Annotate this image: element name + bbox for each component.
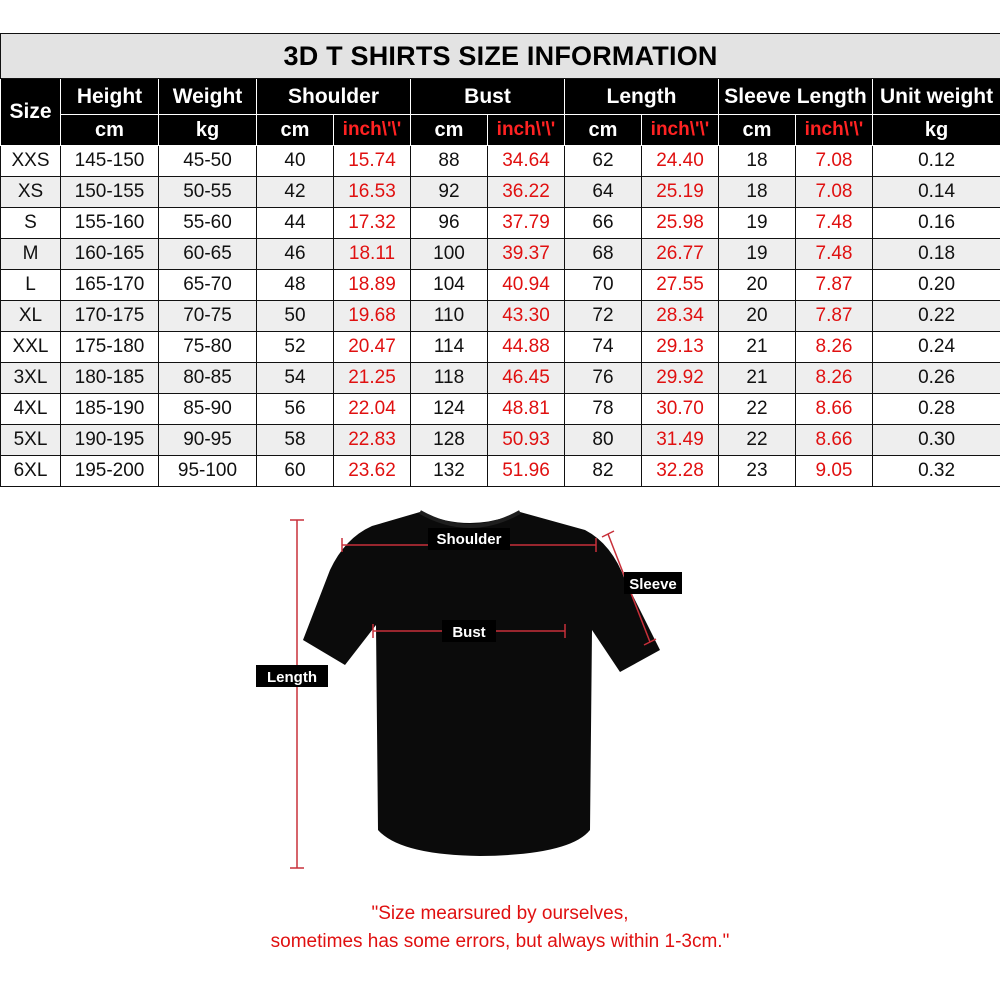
tshirt-measurement-diagram <box>0 500 1000 880</box>
cell-sleeve-inch: 7.87 <box>796 301 873 332</box>
table-row <box>1 239 1000 270</box>
cell-length-inch: 30.70 <box>642 394 719 425</box>
cell-weight: 55-60 <box>159 208 257 239</box>
cell-bust-cm: 118 <box>411 363 488 394</box>
cell-height: 145-150 <box>61 146 159 177</box>
cell-sleeve-cm: 20 <box>719 270 796 301</box>
cell-bust-inch: 34.64 <box>488 146 565 177</box>
cell-height: 160-165 <box>61 239 159 270</box>
size-chart-table <box>0 33 1000 487</box>
table-row <box>1 332 1000 363</box>
cell-unit-weight: 0.18 <box>873 239 1000 270</box>
label-length: Length <box>267 669 317 686</box>
cell-length-inch: 31.49 <box>642 425 719 456</box>
cell-size: 3XL <box>1 363 61 394</box>
unit-bust-cm: cm <box>411 115 488 146</box>
cell-weight: 65-70 <box>159 270 257 301</box>
table-row <box>1 270 1000 301</box>
cell-bust-cm: 128 <box>411 425 488 456</box>
cell-size: M <box>1 239 61 270</box>
chart-title: 3D T SHIRTS SIZE INFORMATION <box>1 34 1000 79</box>
cell-bust-cm: 104 <box>411 270 488 301</box>
cell-length-cm: 62 <box>565 146 642 177</box>
cell-shoulder-cm: 60 <box>257 456 334 487</box>
unit-sleeve-cm: cm <box>719 115 796 146</box>
cell-shoulder-inch: 16.53 <box>334 177 411 208</box>
cell-unit-weight: 0.28 <box>873 394 1000 425</box>
cell-bust-cm: 114 <box>411 332 488 363</box>
cell-length-inch: 28.34 <box>642 301 719 332</box>
cell-shoulder-inch: 22.83 <box>334 425 411 456</box>
cell-shoulder-cm: 56 <box>257 394 334 425</box>
cell-sleeve-inch: 7.87 <box>796 270 873 301</box>
header-sleeve-length: Sleeve Length <box>719 79 873 115</box>
label-shoulder: Shoulder <box>436 531 502 548</box>
cell-shoulder-inch: 18.89 <box>334 270 411 301</box>
cell-shoulder-inch: 17.32 <box>334 208 411 239</box>
cell-height: 175-180 <box>61 332 159 363</box>
cell-sleeve-inch: 7.08 <box>796 146 873 177</box>
unit-length-cm: cm <box>565 115 642 146</box>
table-row <box>1 146 1000 177</box>
cell-weight: 90-95 <box>159 425 257 456</box>
cell-shoulder-inch: 18.11 <box>334 239 411 270</box>
cell-height: 170-175 <box>61 301 159 332</box>
header-unit-weight: Unit weight <box>873 79 1000 115</box>
cell-weight: 70-75 <box>159 301 257 332</box>
header-weight: Weight <box>159 79 257 115</box>
cell-size: S <box>1 208 61 239</box>
cell-unit-weight: 0.12 <box>873 146 1000 177</box>
cell-sleeve-inch: 7.48 <box>796 239 873 270</box>
cell-weight: 80-85 <box>159 363 257 394</box>
table-row <box>1 208 1000 239</box>
cell-bust-inch: 50.93 <box>488 425 565 456</box>
cell-unit-weight: 0.32 <box>873 456 1000 487</box>
cell-sleeve-inch: 7.08 <box>796 177 873 208</box>
cell-bust-inch: 51.96 <box>488 456 565 487</box>
cell-size: 6XL <box>1 456 61 487</box>
cell-sleeve-inch: 7.48 <box>796 208 873 239</box>
table-row <box>1 301 1000 332</box>
unit-sleeve-inch: inch\'\' <box>796 115 873 146</box>
cell-bust-cm: 132 <box>411 456 488 487</box>
cell-shoulder-cm: 40 <box>257 146 334 177</box>
cell-bust-inch: 36.22 <box>488 177 565 208</box>
cell-length-cm: 78 <box>565 394 642 425</box>
cell-bust-inch: 37.79 <box>488 208 565 239</box>
cell-size: 5XL <box>1 425 61 456</box>
table-row <box>1 177 1000 208</box>
table-row <box>1 456 1000 487</box>
cell-length-inch: 24.40 <box>642 146 719 177</box>
cell-sleeve-cm: 20 <box>719 301 796 332</box>
cell-length-cm: 80 <box>565 425 642 456</box>
unit-height: cm <box>61 115 159 146</box>
cell-size: XXS <box>1 146 61 177</box>
cell-length-inch: 25.98 <box>642 208 719 239</box>
cell-unit-weight: 0.26 <box>873 363 1000 394</box>
cell-length-cm: 74 <box>565 332 642 363</box>
cell-bust-cm: 92 <box>411 177 488 208</box>
cell-bust-inch: 39.37 <box>488 239 565 270</box>
length-measure <box>256 520 328 868</box>
cell-weight: 75-80 <box>159 332 257 363</box>
cell-shoulder-inch: 19.68 <box>334 301 411 332</box>
header-size: Size <box>1 79 61 146</box>
table-row <box>1 363 1000 394</box>
cell-unit-weight: 0.30 <box>873 425 1000 456</box>
cell-bust-cm: 100 <box>411 239 488 270</box>
cell-length-cm: 76 <box>565 363 642 394</box>
cell-sleeve-inch: 8.66 <box>796 425 873 456</box>
cell-length-inch: 26.77 <box>642 239 719 270</box>
cell-size: 4XL <box>1 394 61 425</box>
cell-sleeve-cm: 18 <box>719 146 796 177</box>
cell-weight: 50-55 <box>159 177 257 208</box>
label-sleeve: Sleeve <box>629 576 677 593</box>
unit-shoulder-cm: cm <box>257 115 334 146</box>
cell-sleeve-cm: 22 <box>719 425 796 456</box>
header-length: Length <box>565 79 719 115</box>
cell-shoulder-cm: 46 <box>257 239 334 270</box>
cell-shoulder-inch: 23.62 <box>334 456 411 487</box>
note-line-1: "Size mearsured by ourselves, <box>371 903 629 924</box>
cell-length-cm: 64 <box>565 177 642 208</box>
cell-sleeve-cm: 21 <box>719 332 796 363</box>
cell-height: 155-160 <box>61 208 159 239</box>
cell-shoulder-inch: 15.74 <box>334 146 411 177</box>
unit-bust-inch: inch\'\' <box>488 115 565 146</box>
cell-sleeve-cm: 18 <box>719 177 796 208</box>
cell-height: 165-170 <box>61 270 159 301</box>
cell-shoulder-cm: 58 <box>257 425 334 456</box>
cell-size: L <box>1 270 61 301</box>
cell-length-inch: 27.55 <box>642 270 719 301</box>
header-bust: Bust <box>411 79 565 115</box>
cell-bust-inch: 43.30 <box>488 301 565 332</box>
cell-bust-cm: 110 <box>411 301 488 332</box>
unit-length-inch: inch\'\' <box>642 115 719 146</box>
cell-size: XS <box>1 177 61 208</box>
header-shoulder: Shoulder <box>257 79 411 115</box>
cell-length-cm: 82 <box>565 456 642 487</box>
cell-length-cm: 68 <box>565 239 642 270</box>
cell-bust-cm: 88 <box>411 146 488 177</box>
cell-sleeve-cm: 23 <box>719 456 796 487</box>
cell-length-inch: 32.28 <box>642 456 719 487</box>
note-line-2: sometimes has some errors, but always within 1-3cm." <box>270 931 730 952</box>
cell-length-inch: 29.92 <box>642 363 719 394</box>
cell-sleeve-inch: 8.66 <box>796 394 873 425</box>
cell-weight: 95-100 <box>159 456 257 487</box>
cell-shoulder-inch: 22.04 <box>334 394 411 425</box>
tshirt-shape <box>303 512 660 856</box>
cell-height: 150-155 <box>61 177 159 208</box>
cell-sleeve-inch: 8.26 <box>796 363 873 394</box>
cell-bust-inch: 46.45 <box>488 363 565 394</box>
unit-weight: kg <box>159 115 257 146</box>
cell-sleeve-cm: 19 <box>719 208 796 239</box>
cell-height: 180-185 <box>61 363 159 394</box>
cell-bust-cm: 96 <box>411 208 488 239</box>
cell-sleeve-cm: 22 <box>719 394 796 425</box>
cell-shoulder-inch: 21.25 <box>334 363 411 394</box>
cell-length-inch: 29.13 <box>642 332 719 363</box>
header-height: Height <box>61 79 159 115</box>
cell-height: 185-190 <box>61 394 159 425</box>
cell-unit-weight: 0.20 <box>873 270 1000 301</box>
cell-unit-weight: 0.16 <box>873 208 1000 239</box>
cell-shoulder-cm: 54 <box>257 363 334 394</box>
cell-size: XXL <box>1 332 61 363</box>
cell-sleeve-cm: 19 <box>719 239 796 270</box>
cell-weight: 85-90 <box>159 394 257 425</box>
cell-bust-cm: 124 <box>411 394 488 425</box>
cell-length-inch: 25.19 <box>642 177 719 208</box>
cell-bust-inch: 48.81 <box>488 394 565 425</box>
cell-length-cm: 70 <box>565 270 642 301</box>
cell-shoulder-cm: 48 <box>257 270 334 301</box>
cell-weight: 45-50 <box>159 146 257 177</box>
cell-unit-weight: 0.14 <box>873 177 1000 208</box>
label-bust: Bust <box>452 624 486 641</box>
unit-shoulder-inch: inch\'\' <box>334 115 411 146</box>
unit-unit-weight: kg <box>873 115 1000 146</box>
cell-shoulder-cm: 52 <box>257 332 334 363</box>
cell-size: XL <box>1 301 61 332</box>
cell-sleeve-inch: 8.26 <box>796 332 873 363</box>
cell-unit-weight: 0.24 <box>873 332 1000 363</box>
cell-height: 195-200 <box>61 456 159 487</box>
cell-length-cm: 66 <box>565 208 642 239</box>
cell-shoulder-cm: 42 <box>257 177 334 208</box>
cell-shoulder-cm: 50 <box>257 301 334 332</box>
cell-unit-weight: 0.22 <box>873 301 1000 332</box>
cell-weight: 60-65 <box>159 239 257 270</box>
cell-bust-inch: 40.94 <box>488 270 565 301</box>
table-row <box>1 425 1000 456</box>
cell-length-cm: 72 <box>565 301 642 332</box>
cell-bust-inch: 44.88 <box>488 332 565 363</box>
cell-height: 190-195 <box>61 425 159 456</box>
cell-sleeve-cm: 21 <box>719 363 796 394</box>
table-row <box>1 394 1000 425</box>
cell-shoulder-cm: 44 <box>257 208 334 239</box>
cell-shoulder-inch: 20.47 <box>334 332 411 363</box>
cell-sleeve-inch: 9.05 <box>796 456 873 487</box>
